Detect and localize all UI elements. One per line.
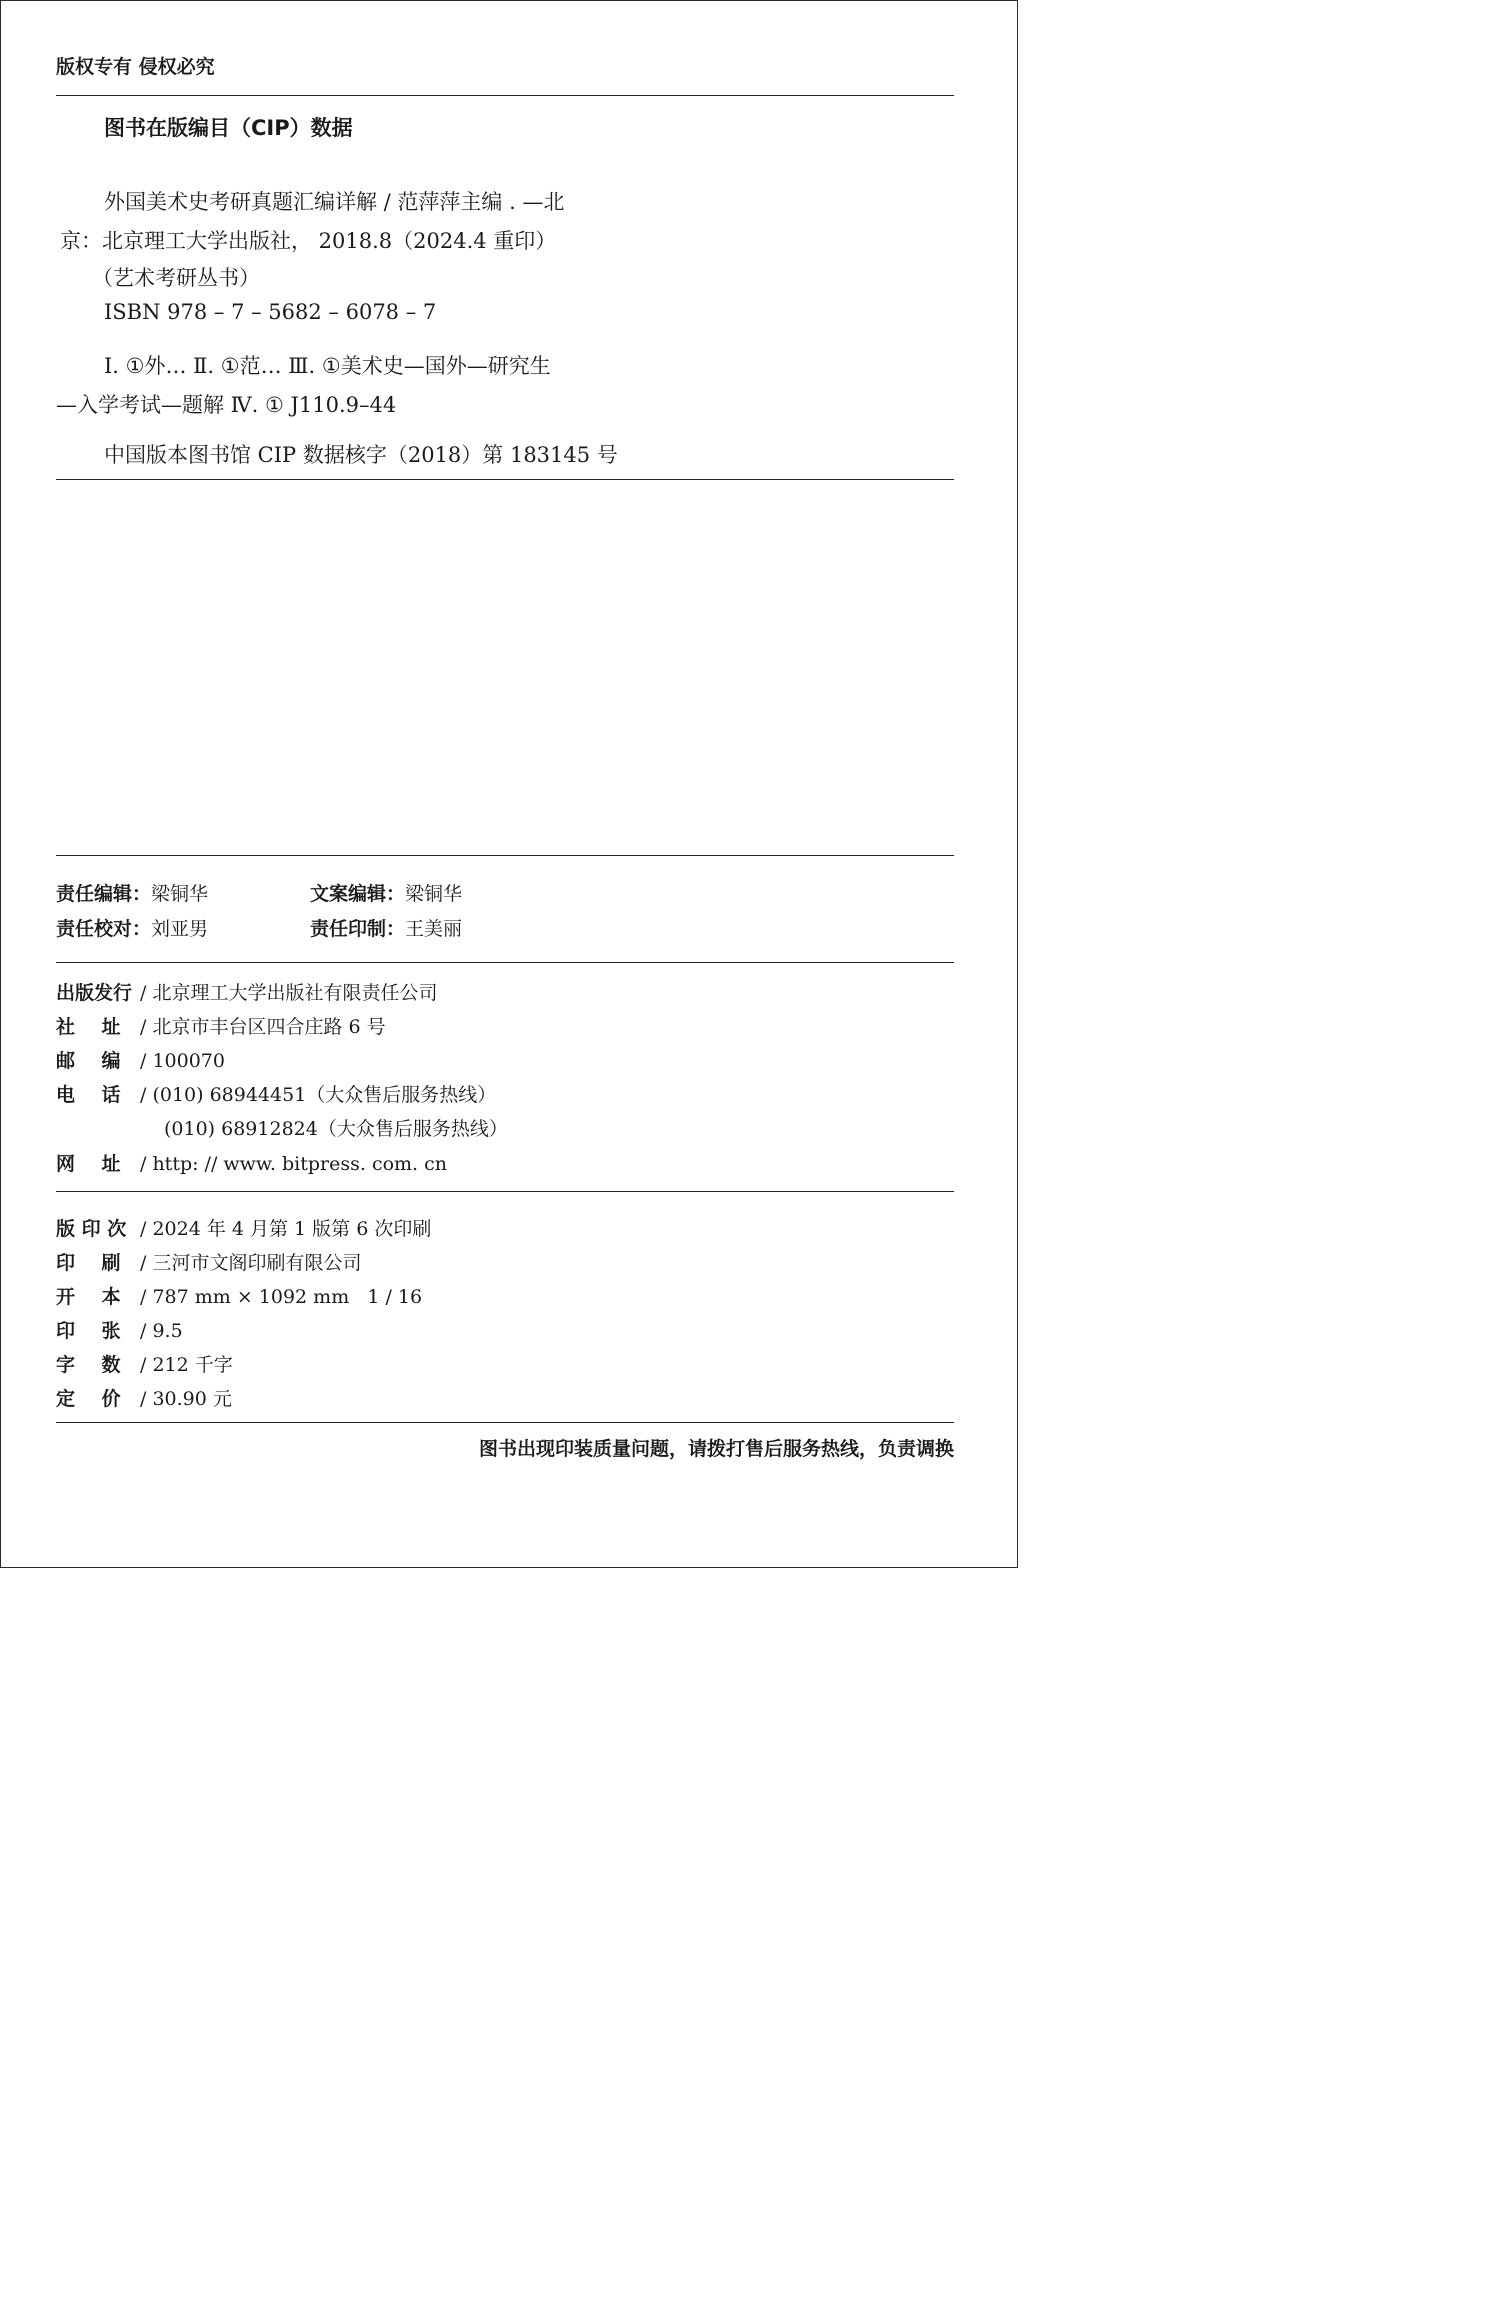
address-label: 社 址 <box>56 1016 121 1038</box>
publisher-row <box>56 978 437 1005</box>
publisher-label: 出版发行 <box>56 982 133 1004</box>
format-row <box>56 1282 422 1309</box>
price-value: / 30.90 元 <box>140 1388 232 1410</box>
staff-print-supervisor-value: 王美丽 <box>405 918 463 940</box>
phone-value-2: (010) 68912824（大众售后服务热线） <box>164 1118 508 1140</box>
printer-label: 印 刷 <box>56 1252 121 1274</box>
phone-value: / (010) 68944451（大众售后服务热线） <box>140 1084 497 1106</box>
publisher-value: / 北京理工大学出版社有限责任公司 <box>140 982 438 1004</box>
staff-copy-editor-value: 梁铜华 <box>405 883 463 905</box>
website-label: 网 址 <box>56 1153 121 1175</box>
staff-editor-value: 梁铜华 <box>151 883 209 905</box>
edition-row <box>56 1214 431 1241</box>
website-value: / http: // www. bitpress. com. cn <box>140 1153 448 1175</box>
phone-row <box>56 1080 496 1107</box>
printer-row <box>56 1248 361 1275</box>
phone-label: 电 话 <box>56 1084 121 1106</box>
staff-editor <box>56 879 208 906</box>
staff-editor-label: 责任编辑： <box>56 883 152 905</box>
format-label: 开 本 <box>56 1286 121 1308</box>
divider-publisher-top <box>56 962 954 963</box>
price-label: 定 价 <box>56 1388 121 1410</box>
word-count-label: 字 数 <box>56 1354 121 1376</box>
website-row <box>56 1149 447 1176</box>
staff-print-supervisor <box>310 914 462 941</box>
quality-notice: 图书出现印装质量问题，请拨打售后服务热线，负责调换 <box>478 1438 954 1460</box>
edition-label: 版 印 次 <box>56 1218 127 1240</box>
staff-proofreader-value: 刘亚男 <box>151 918 209 940</box>
cip-line-1: 外国美术史考研真题汇编详解 / 范萍萍主编 . —北 <box>104 190 565 214</box>
cip-line-classification-cont: —入学考试—题解 Ⅳ. ① J110.9–44 <box>56 393 397 417</box>
staff-proofreader <box>56 914 208 941</box>
printer-value: / 三河市文阁印刷有限公司 <box>140 1252 362 1274</box>
divider-printing-top <box>56 1191 954 1192</box>
staff-print-supervisor-label: 责任印制： <box>310 918 406 940</box>
cip-title: 图书在版编目（CIP）数据 <box>104 116 353 140</box>
edition-value: / 2024 年 4 月第 1 版第 6 次印刷 <box>140 1218 432 1240</box>
divider-footer <box>56 1422 954 1423</box>
sheets-label: 印 张 <box>56 1320 121 1342</box>
postcode-value: / 100070 <box>140 1050 225 1072</box>
sheets-row <box>56 1316 183 1343</box>
cip-line-2: 京：北京理工大学出版社， 2018.8（2024.4 重印） <box>60 229 557 253</box>
copyright-notice: 版权专有 侵权必究 <box>56 56 215 78</box>
word-count-row <box>56 1350 233 1377</box>
cip-line-isbn: ISBN 978 – 7 – 5682 – 6078 – 7 <box>104 300 437 324</box>
cip-line-3: （艺术考研丛书） <box>92 266 260 290</box>
word-count-value: / 212 千字 <box>140 1354 233 1376</box>
staff-proofreader-label: 责任校对： <box>56 918 152 940</box>
cip-line-classification: Ⅰ. ①外… Ⅱ. ①范… Ⅲ. ①美术史—国外—研究生 <box>104 354 551 378</box>
postcode-label: 邮 编 <box>56 1050 121 1072</box>
postcode-row <box>56 1046 225 1073</box>
staff-copy-editor-label: 文案编辑： <box>310 883 406 905</box>
address-value: / 北京市丰台区四合庄路 6 号 <box>140 1016 386 1038</box>
sheets-value: / 9.5 <box>140 1320 183 1342</box>
phone-row-2 <box>164 1114 508 1141</box>
staff-copy-editor <box>310 879 462 906</box>
format-value: / 787 mm × 1092 mm 1 / 16 <box>140 1286 423 1308</box>
divider-cip-end <box>56 479 954 480</box>
divider-staff-top <box>56 855 954 856</box>
address-row <box>56 1012 386 1039</box>
cip-line-catalog-number: 中国版本图书馆 CIP 数据核字（2018）第 183145 号 <box>104 443 618 467</box>
price-row <box>56 1384 232 1411</box>
divider-top <box>56 95 954 96</box>
